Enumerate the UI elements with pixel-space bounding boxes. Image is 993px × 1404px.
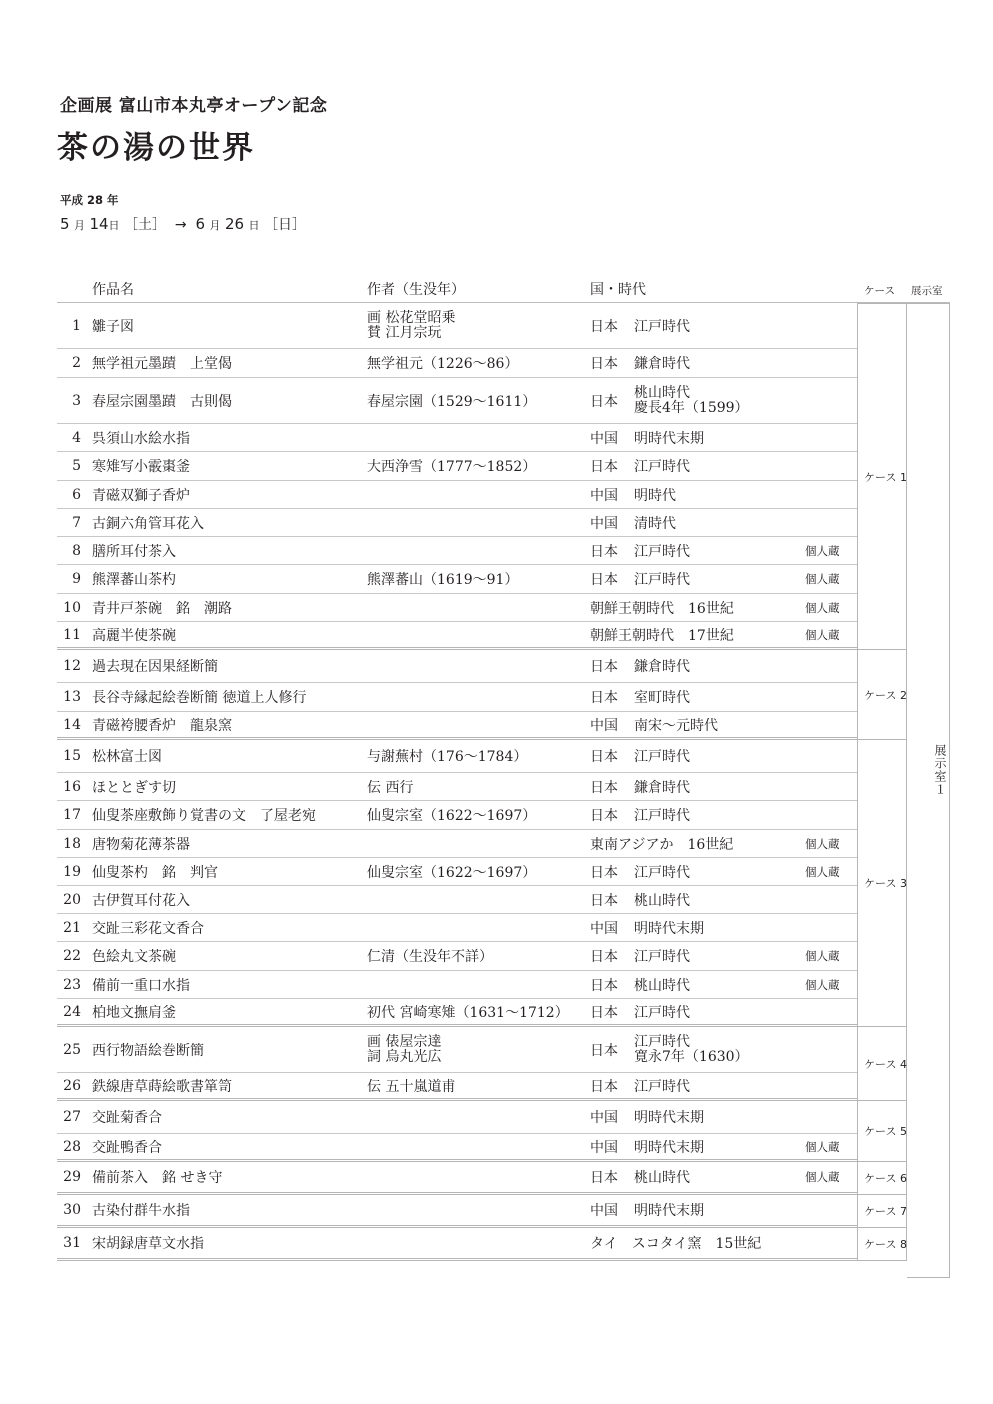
end-day: 26 <box>225 215 245 233</box>
era: 江戸時代 <box>634 1078 690 1095</box>
era: 桃山時代 <box>634 892 690 909</box>
country: 日本 <box>590 749 618 765</box>
table-row <box>57 565 857 594</box>
table-row <box>57 622 857 650</box>
page-title: 茶の湯の世界 <box>57 130 255 166</box>
row-number: 10 <box>63 599 81 616</box>
era: 明時代末期 <box>634 430 704 447</box>
row-number: 15 <box>63 748 81 764</box>
era: 鎌倉時代 <box>634 356 690 372</box>
table-row <box>57 1073 857 1101</box>
case-cell <box>857 650 907 740</box>
row-number: 24 <box>63 1003 81 1020</box>
case-label: ケース 2 <box>864 688 907 702</box>
era-line-2: 寛永7年（1630） <box>634 1048 749 1065</box>
case-cell <box>857 1162 907 1195</box>
author: 伝 五十嵐道甫 <box>367 1078 456 1095</box>
case-label: ケース 1 <box>864 470 907 484</box>
country: 日本 <box>590 393 618 410</box>
table-row <box>57 942 857 971</box>
work-name: 仙叟茶杓 銘 判官 <box>92 864 218 881</box>
table-row <box>57 594 857 622</box>
case-label: ケース 3 <box>864 877 907 890</box>
work-name: 松林富士図 <box>92 749 162 765</box>
work-name: 雛子図 <box>92 318 134 335</box>
era: 明時代 <box>634 487 676 504</box>
row-number: 3 <box>72 392 81 409</box>
era-line-1: 桃山時代 <box>634 384 690 401</box>
country: 日本 <box>590 892 618 909</box>
author-cell <box>367 1035 441 1065</box>
case-cell <box>857 1101 907 1162</box>
work-name: 呉須山水絵水指 <box>92 430 190 447</box>
table-row <box>57 914 857 942</box>
era: 桃山時代 <box>634 977 690 994</box>
table-row <box>57 1228 857 1261</box>
case-label: ケース 8 <box>864 1238 907 1251</box>
month-label: 月 <box>74 219 85 232</box>
country: 中国 <box>590 1139 618 1156</box>
table-row <box>57 858 857 886</box>
row-number: 30 <box>63 1202 81 1218</box>
era: 桃山時代 <box>634 1170 690 1186</box>
work-name: 高麗半使茶碗 <box>92 627 176 644</box>
row-number: 6 <box>72 486 81 503</box>
owner-label: 個人蔵 <box>805 864 840 879</box>
row-number: 16 <box>63 778 81 795</box>
table-row <box>57 886 857 914</box>
row-number: 31 <box>63 1235 81 1251</box>
table-row <box>57 1101 857 1134</box>
work-name: 古銅六角管耳花入 <box>92 515 204 532</box>
table-row <box>57 537 857 565</box>
owner-label: 個人蔵 <box>805 1170 840 1184</box>
country: 中国 <box>590 717 618 734</box>
work-name: ほととぎす切 <box>92 779 176 796</box>
author: 伝 西行 <box>367 779 414 796</box>
author: 初代 宮崎寒雉（1631～1712） <box>367 1004 569 1021</box>
author: 仁清（生没年不詳） <box>367 949 493 965</box>
era: 江戸時代 <box>634 459 690 475</box>
table-row <box>57 1162 857 1195</box>
end-month: 6 <box>195 215 206 233</box>
day-label: 日 <box>248 219 260 232</box>
owner-label: 個人蔵 <box>805 836 840 851</box>
table-row <box>57 801 857 830</box>
room-label: 展示室１ <box>933 744 947 796</box>
table-row <box>57 712 857 740</box>
column-header-country-era: 国・時代 <box>590 282 646 298</box>
row-number: 20 <box>63 891 81 908</box>
work-name: 古染付群牛水指 <box>92 1203 190 1219</box>
column-header-case: ケース <box>864 285 895 297</box>
era: 明時代末期 <box>634 1110 704 1126</box>
owner-label: 個人蔵 <box>805 627 840 642</box>
row-number: 9 <box>72 571 81 587</box>
work-name: 青井戸茶碗 銘 潮路 <box>92 600 232 617</box>
author-line-1: 画 松花堂昭乗 <box>367 309 456 326</box>
row-number: 8 <box>72 542 81 559</box>
row-number: 27 <box>63 1109 81 1125</box>
work-name: 無学祖元墨蹟 上堂偈 <box>92 356 232 372</box>
country-era: 朝鮮王朝時代 17世紀 <box>590 627 734 644</box>
country-era: タイ スコタイ窯 15世紀 <box>590 1236 762 1252</box>
work-name: 色絵丸文茶碗 <box>92 949 176 965</box>
owner-label: 個人蔵 <box>805 1139 840 1154</box>
case-label: ケース 6 <box>864 1172 907 1185</box>
row-number: 22 <box>63 948 81 964</box>
work-name: 寒雉写小霰棗釜 <box>92 459 190 475</box>
country: 日本 <box>590 459 618 475</box>
country: 日本 <box>590 356 618 372</box>
table-row <box>57 452 857 481</box>
work-name: 交趾鴨香合 <box>92 1139 162 1156</box>
work-name: 古伊賀耳付花入 <box>92 892 190 909</box>
row-number: 13 <box>63 689 81 705</box>
exhibition-subtitle: 企画展 富山市本丸亭オープン記念 <box>60 96 328 116</box>
country: 日本 <box>590 808 618 824</box>
country: 日本 <box>590 779 618 796</box>
era-cell <box>634 386 749 416</box>
era: 江戸時代 <box>634 864 690 881</box>
row-number: 7 <box>72 514 81 531</box>
era: 明時代末期 <box>634 1139 704 1156</box>
table-row <box>57 1134 857 1162</box>
work-name: 過去現在因果経断簡 <box>92 659 218 675</box>
era: 南宋～元時代 <box>634 717 718 734</box>
exhibition-room-cell <box>907 303 950 1278</box>
case-label: ケース 5 <box>864 1125 907 1138</box>
owner-label: 個人蔵 <box>805 600 840 615</box>
work-name: 長谷寺縁起絵巻断簡 徳道上人修行 <box>92 690 307 706</box>
owner-label: 個人蔵 <box>805 949 840 963</box>
work-name: 柏地文撫肩釜 <box>92 1004 176 1021</box>
owner-label: 個人蔵 <box>805 977 840 992</box>
table-row <box>57 303 857 349</box>
era-line-2: 慶長4年（1599） <box>634 399 749 416</box>
row-number: 2 <box>72 355 81 371</box>
case-cell <box>857 740 907 1027</box>
row-number: 26 <box>63 1077 81 1094</box>
work-name: 宋胡録唐草文水指 <box>92 1236 204 1252</box>
era: 江戸時代 <box>634 572 690 588</box>
case-cell <box>857 1027 907 1101</box>
era: 明時代末期 <box>634 1203 704 1219</box>
row-number: 4 <box>72 429 81 446</box>
author: 仙叟宗室（1622～1697） <box>367 864 537 881</box>
row-number: 19 <box>63 863 81 880</box>
table-row <box>57 683 857 712</box>
table-row <box>57 740 857 773</box>
end-weekday: ［日］ <box>264 217 306 233</box>
table-row <box>57 424 857 452</box>
country: 日本 <box>590 1042 618 1059</box>
owner-label: 個人蔵 <box>805 543 840 558</box>
table-row <box>57 509 857 537</box>
era: 江戸時代 <box>634 1004 690 1021</box>
author: 与謝蕪村（176～1784） <box>367 749 528 765</box>
table-row <box>57 650 857 683</box>
table-row <box>57 999 857 1027</box>
table-row <box>57 481 857 509</box>
work-name: 鉄線唐草蒔絵歌書箪笥 <box>92 1078 232 1095</box>
era: 江戸時代 <box>634 749 690 765</box>
start-month: 5 <box>60 215 70 233</box>
work-name: 備前一重口水指 <box>92 977 190 994</box>
row-number: 17 <box>63 807 81 823</box>
table-row <box>57 349 857 378</box>
work-name: 仙叟茶座敷飾り覚書の文 了屋老宛 <box>92 808 316 824</box>
row-number: 29 <box>63 1169 81 1185</box>
author: 無学祖元（1226～86） <box>367 356 519 372</box>
day-label: 日 <box>108 219 120 232</box>
era: 江戸時代 <box>634 808 690 824</box>
country: 中国 <box>590 920 618 937</box>
author: 仙叟宗室（1622～1697） <box>367 808 537 824</box>
country: 日本 <box>590 1004 618 1021</box>
author-line-2: 詞 烏丸光広 <box>367 1048 442 1065</box>
country: 中国 <box>590 1203 618 1219</box>
era: 室町時代 <box>634 690 690 706</box>
row-number: 11 <box>63 626 81 643</box>
era: 清時代 <box>634 515 676 532</box>
author-line-1: 画 俵屋宗達 <box>367 1033 442 1050</box>
era-year: 平成 28 年 <box>60 193 119 207</box>
country: 日本 <box>590 977 618 994</box>
row-number: 5 <box>72 458 81 474</box>
country: 日本 <box>590 659 618 675</box>
country: 日本 <box>590 572 618 588</box>
work-name: 青磁袴腰香炉 龍泉窯 <box>92 717 232 734</box>
artwork-table <box>57 303 857 1261</box>
row-number: 28 <box>63 1138 81 1155</box>
era: 鎌倉時代 <box>634 779 690 796</box>
country: 中国 <box>590 487 618 504</box>
column-header-work: 作品名 <box>92 282 134 298</box>
era: 江戸時代 <box>634 543 690 560</box>
author: 大西浄雪（1777～1852） <box>367 459 537 475</box>
case-cell <box>857 303 907 650</box>
row-number: 18 <box>63 835 81 852</box>
column-header-author: 作者（生没年） <box>367 282 465 298</box>
country: 日本 <box>590 949 618 965</box>
case-cell <box>857 1228 907 1261</box>
country: 日本 <box>590 1170 618 1186</box>
author: 春屋宗園（1529～1611） <box>367 393 537 410</box>
author-line-2: 賛 江月宗玩 <box>367 324 442 341</box>
row-number: 21 <box>63 919 81 936</box>
month-label: 月 <box>209 219 221 232</box>
country: 中国 <box>590 430 618 447</box>
country: 日本 <box>590 318 618 335</box>
exhibition-dates <box>60 214 306 234</box>
era: 江戸時代 <box>634 318 690 335</box>
work-name: 膳所耳付茶入 <box>92 543 176 560</box>
row-number: 23 <box>63 976 81 993</box>
table-row <box>57 971 857 999</box>
work-name: 青磁双獅子香炉 <box>92 487 190 504</box>
case-label: ケース 4 <box>864 1057 907 1071</box>
work-name: 春屋宗園墨蹟 古則偈 <box>92 393 232 410</box>
table-row <box>57 1195 857 1228</box>
work-name: 交趾三彩花文香合 <box>92 920 204 937</box>
work-name: 備前茶入 銘 せき守 <box>92 1170 223 1186</box>
era-line-1: 江戸時代 <box>634 1033 690 1050</box>
case-label: ケース 7 <box>864 1205 907 1218</box>
row-number: 14 <box>63 716 81 733</box>
start-day: 14 <box>89 215 109 233</box>
work-name: 熊澤蕃山茶杓 <box>92 572 176 588</box>
row-number: 1 <box>72 317 81 334</box>
start-weekday: ［土］ <box>124 217 166 233</box>
owner-label: 個人蔵 <box>805 572 840 586</box>
country: 日本 <box>590 864 618 881</box>
table-row <box>57 378 857 424</box>
work-name: 唐物菊花薄茶器 <box>92 836 190 853</box>
era: 鎌倉時代 <box>634 659 690 675</box>
country-era: 東南アジアか 16世紀 <box>590 836 734 853</box>
country: 日本 <box>590 1078 618 1095</box>
country: 日本 <box>590 690 618 706</box>
work-name: 交趾菊香合 <box>92 1110 162 1126</box>
era: 明時代末期 <box>634 920 704 937</box>
era-cell <box>634 1035 749 1065</box>
author: 熊澤蕃山（1619～91） <box>367 572 519 588</box>
table-row <box>57 1027 857 1073</box>
table-row <box>57 830 857 858</box>
work-name: 西行物語絵巻断簡 <box>92 1042 204 1059</box>
country: 中国 <box>590 515 618 532</box>
country: 中国 <box>590 1110 618 1126</box>
author-cell <box>367 311 455 341</box>
case-cell <box>857 1195 907 1228</box>
arrow-icon: → <box>174 217 187 233</box>
country-era: 朝鮮王朝時代 16世紀 <box>590 600 734 617</box>
country: 日本 <box>590 543 618 560</box>
column-header-room: 展示室 <box>911 285 943 297</box>
table-row <box>57 773 857 801</box>
row-number: 25 <box>63 1041 81 1058</box>
row-number: 12 <box>63 658 81 674</box>
era: 江戸時代 <box>634 949 690 965</box>
